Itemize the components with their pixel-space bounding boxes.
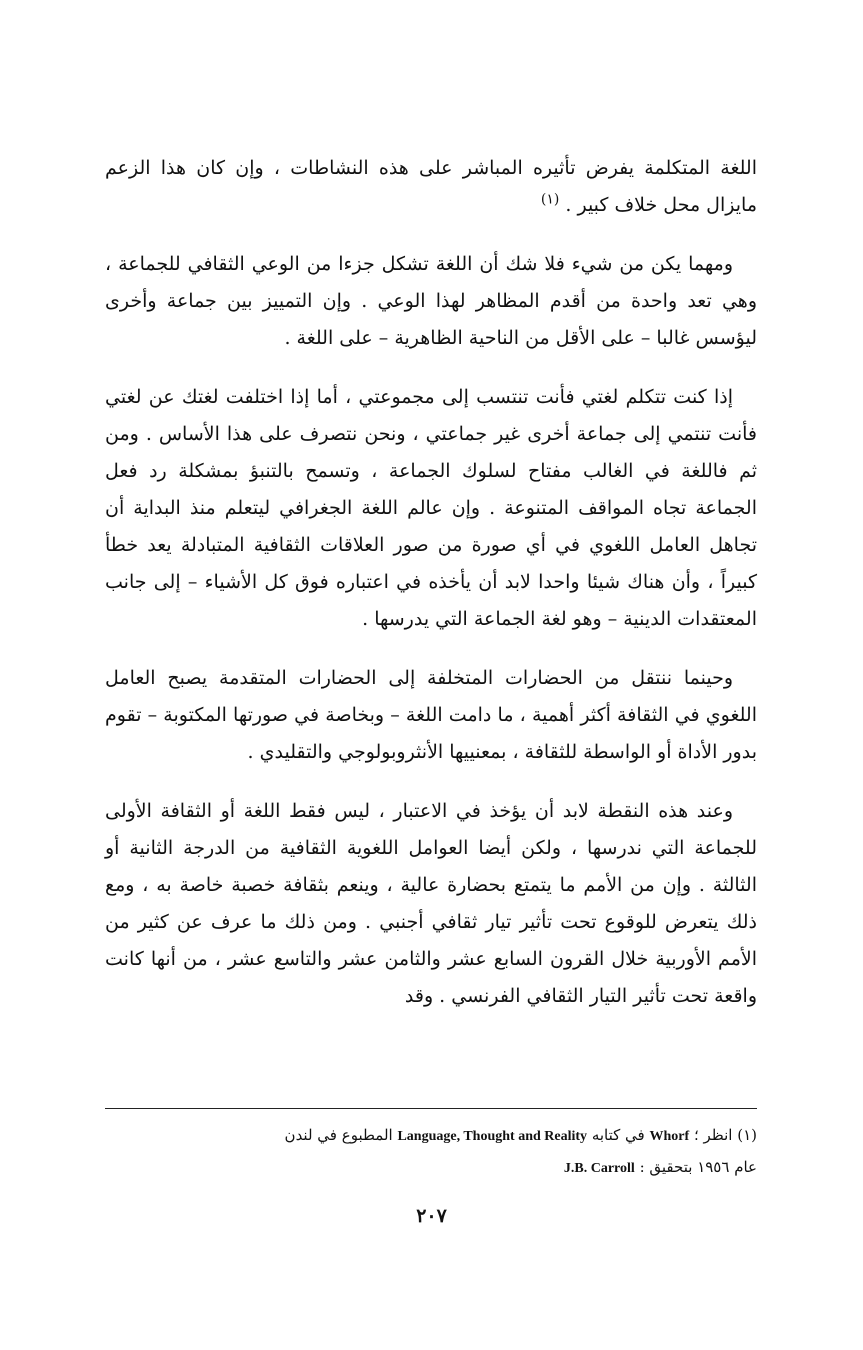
footnote-line-2 — [105, 1152, 757, 1184]
paragraph-2: ومهما يكن من شيء فلا شك أن اللغة تشكل جزءا من الوعي الثقافي للجماعة ، وهي تعد واحدة من أقدم المظاهر لهذا الوعي . وإن التمييز بين جماعة وأخرى ليؤسس غالبا – على الأقل من الناحية الظاهرية – على اللغة . — [105, 253, 757, 349]
paragraph-3: إذا كنت تتكلم لغتي فأنت تنتسب إلى مجموعتي ، أما إذا اختلفت لغتك عن لغتي فأنت تنتمي إلى جماعة أخرى غير جماعتي ، ونحن نتصرف على هذا الأساس . ومن ثم فاللغة في الغالب مفتاح لسلوك الجماعة ، وتسمح بالتنبؤ بمشكلة رد فعل الجماعة تجاه المواقف المتنوعة . وإن عالم اللغة الجغرافي ليتعلم منذ البداية أن تجاهل العامل اللغوي في أي صورة من صور العلاقات الثقافية المتبادلة يعد خطأ كبيراً ، وأن هناك شيئا واحدا لابد أن يأخذه في اعتباره فوق كل الأشياء – إلى جانب المعتقدات الدينية – وهو لغة الجماعة التي يدرسها . — [105, 386, 757, 630]
footnote-book-title: Language, Thought and Reality — [397, 1129, 588, 1144]
footnote — [105, 1120, 757, 1184]
footnote-line-1 — [105, 1120, 757, 1152]
footnote-divider — [105, 1108, 757, 1109]
paragraph-5: وعند هذه النقطة لابد أن يؤخذ في الاعتبار ، ليس فقط اللغة أو الثقافة الأولى للجماعة التي ندرسها ، ولكن أيضا العوامل اللغوية الثقافية من الدرجة الثانية أو الثالثة . وإن من الأمم ما يتمتع بحضارة عالية ، وينعم بثقافة خصبة خاصة به ، ومع ذلك يتعرض للوقوع تحت تأثير تيار ثقافي أجنبي . ومن ذلك ما عرف عن كثير من الأمم الأوربية خلال القرون السابع عشر والثامن عشر والتاسع عشر ، من أنها كانت واقعة تحت تأثير التيار الثقافي الفرنسي . وقد — [105, 800, 757, 1007]
footnote-published: المطبوع في لندن — [284, 1126, 393, 1144]
page-body — [105, 150, 757, 1015]
footnote-look: انظر ؛ — [693, 1126, 733, 1144]
footnote-number: (١) — [737, 1126, 757, 1144]
paragraph-4: وحينما ننتقل من الحضارات المتخلفة إلى الحضارات المتقدمة يصبح العامل اللغوي في الثقافة أكثر أهمية ، ما دامت اللغة – وبخاصة في صورتها المكتوبة – تقوم بدور الأداة أو الواسطة للثقافة ، بمعنييها الأنثروبولوجي والتقليدي . — [105, 667, 757, 763]
footnote-year-line: عام ١٩٥٦ بتحقيق : — [639, 1158, 757, 1176]
footnote-author: Whorf — [649, 1129, 690, 1144]
page-number: ٢٠٧ — [416, 1205, 447, 1227]
paragraph-1-text: اللغة المتكلمة يفرض تأثيره المباشر على هذه النشاطات ، وإن كان هذا الزعم مايزال محل خلاف كبير . — [105, 157, 757, 216]
footnote-in-book: في كتابه — [591, 1126, 645, 1144]
footnote-reference: (١) — [540, 191, 560, 208]
footnote-editor: J.B. Carroll — [563, 1161, 635, 1176]
paragraph-1 — [105, 150, 757, 224]
